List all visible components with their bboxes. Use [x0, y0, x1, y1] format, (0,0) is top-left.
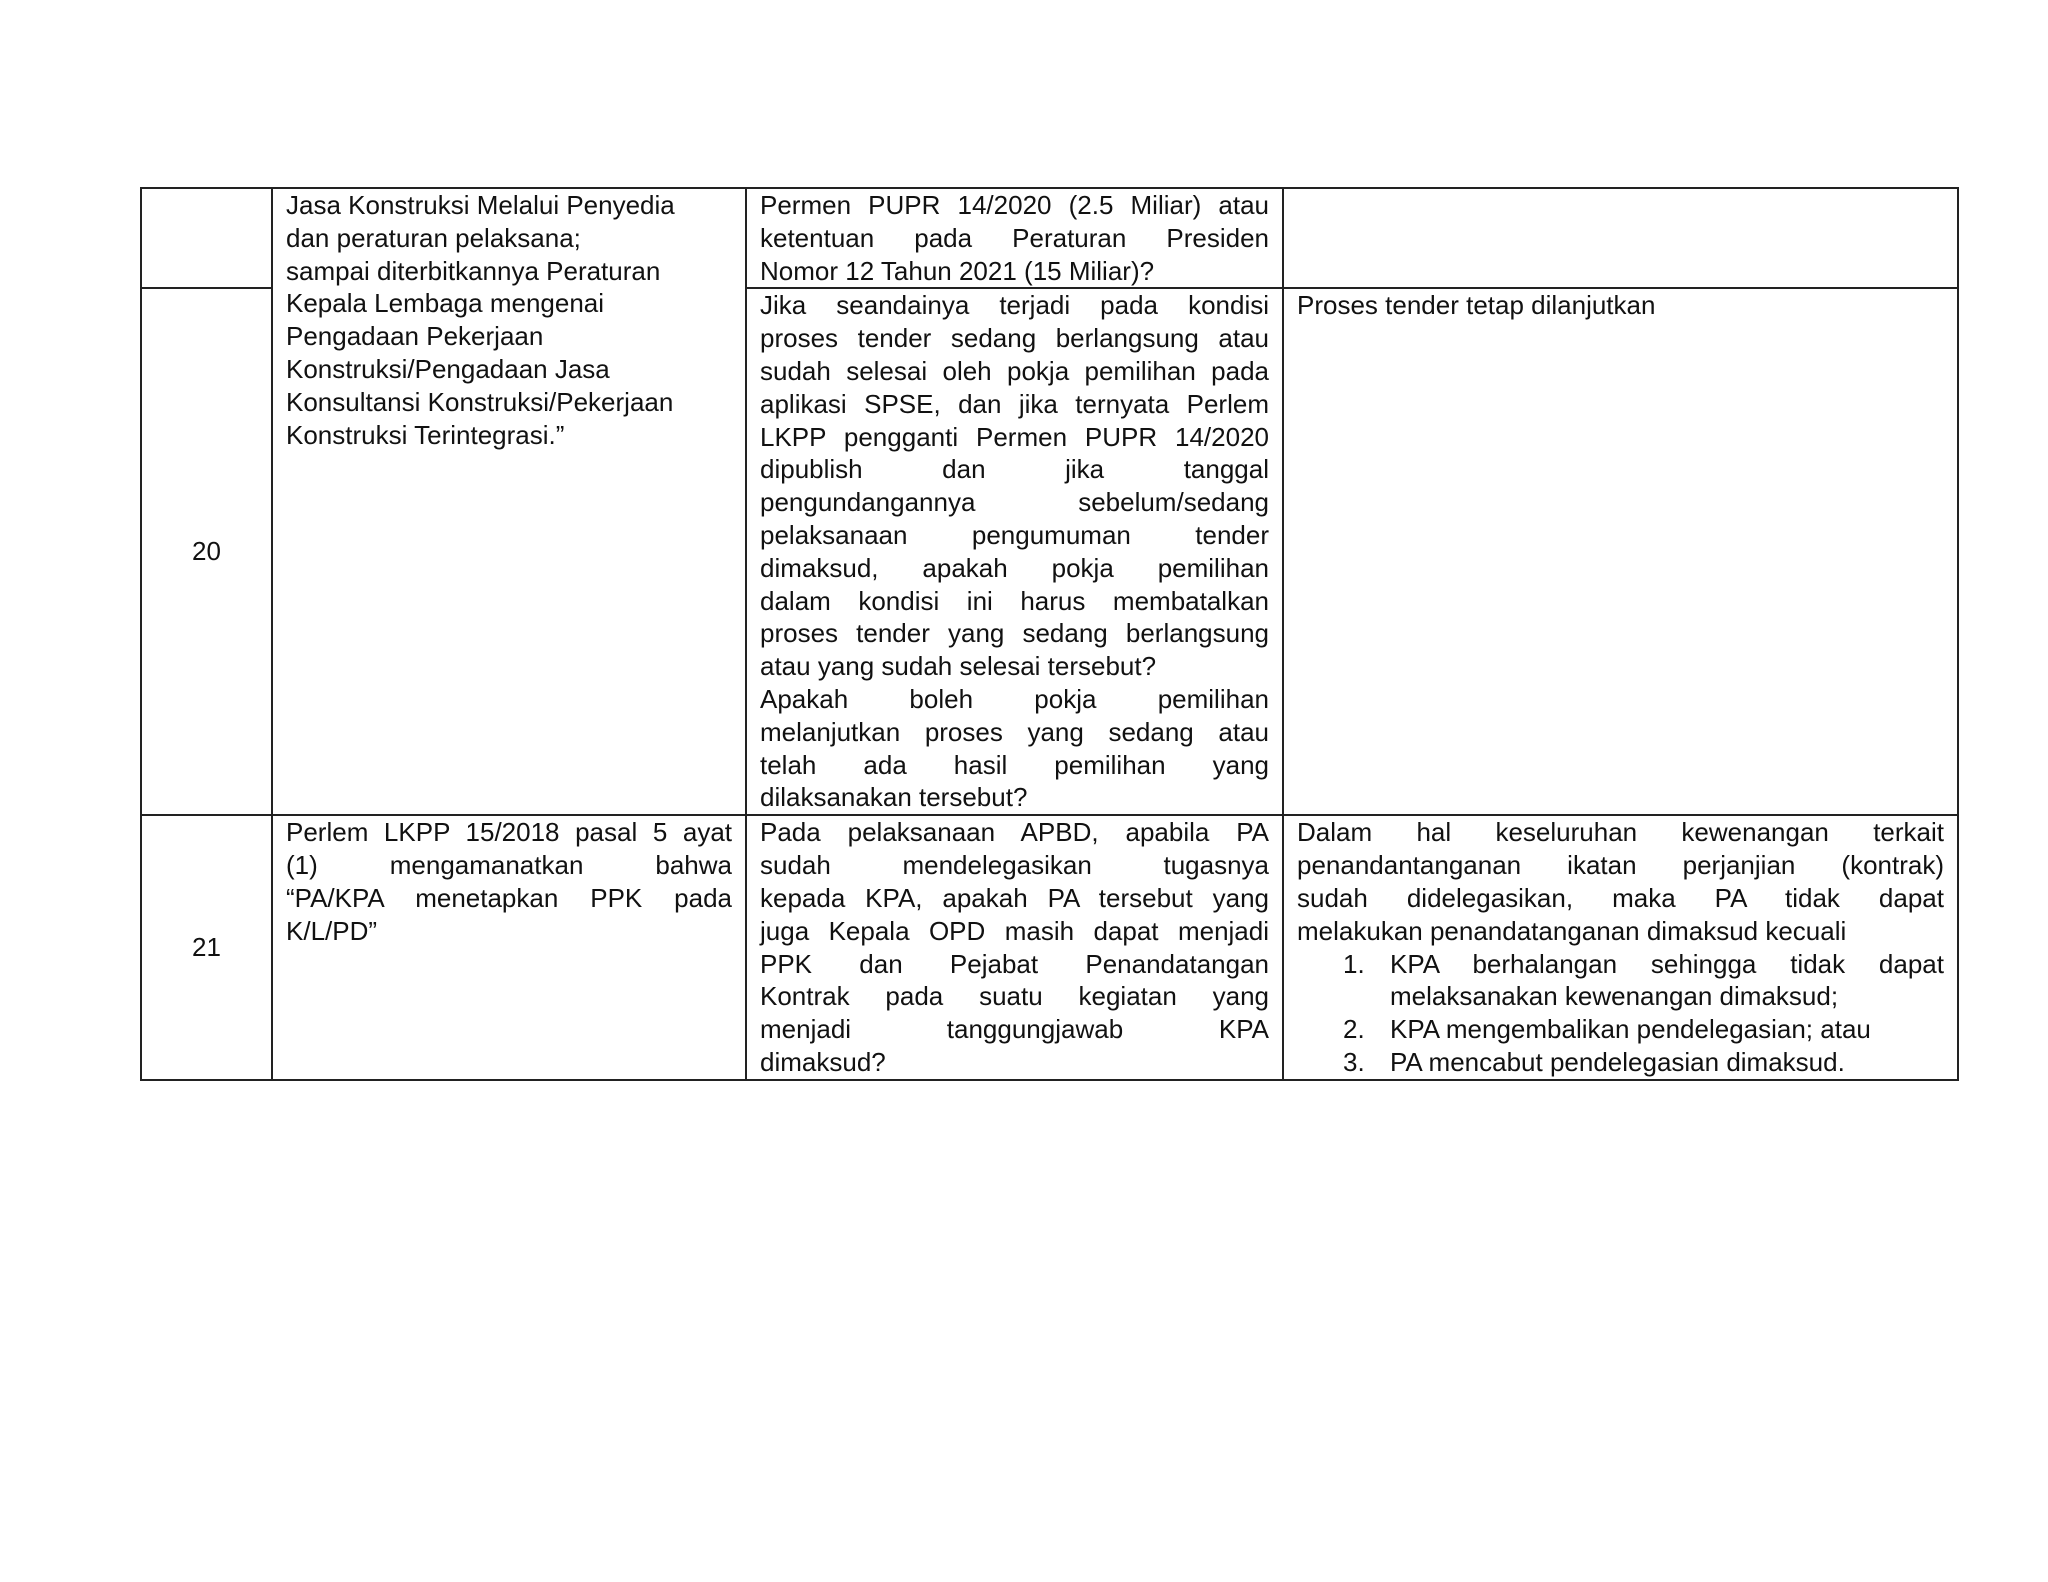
text-line: Permen PUPR 14/2020 (2.5 Miliar) atau [760, 190, 1269, 220]
text-line: Pada pelaksanaan APBD, apabila PA [760, 817, 1269, 848]
list-item [1343, 1046, 1944, 1079]
text-line: Jasa Konstruksi Melalui Penyedia [286, 190, 675, 220]
text-line: LKPP pengganti Permen PUPR 14/2020 [760, 421, 1269, 452]
text-line: pengundangannya sebelum/sedang [760, 487, 1269, 518]
text-line: dipublish dan jika tanggal [760, 454, 1269, 485]
table-row [141, 815, 1958, 1079]
text-line: Pengadaan Pekerjaan [286, 321, 544, 352]
list-item-text: KPA berhalangan sehingga tidak dapat melaksanakan kewenangan dimaksud; [1390, 948, 1944, 1012]
text-line: sudah selesai oleh pokja pemilihan pada [760, 355, 1269, 386]
text-line: Dalam hal keseluruhan kewenangan terkait [1297, 817, 1944, 848]
text-line: dan peraturan pelaksana; [286, 222, 581, 253]
text-line: proses tender sedang berlangsung atau [760, 323, 1269, 354]
question-cell [746, 288, 1283, 815]
text-line: kepada KPA, apakah PA tersebut yang [760, 882, 1269, 913]
reference-cell [272, 188, 746, 815]
text-line: melanjutkan proses yang sedang atau [760, 716, 1269, 747]
text-line: (1) mengamanatkan bahwa [286, 850, 732, 881]
text-line: penandantanganan ikatan perjanjian (kontrak) [1297, 850, 1944, 881]
text-line: Konstruksi/Pengadaan Jasa [286, 353, 610, 384]
text-line: juga Kepala OPD masih dapat menjadi [760, 915, 1269, 946]
qa-table [140, 187, 1959, 1081]
text-line: pelaksanaan pengumuman tender [760, 519, 1269, 550]
text-line: telah ada hasil pemilihan yang [760, 749, 1269, 780]
list-marker: 3. [1343, 1046, 1365, 1077]
text-line: PPK dan Pejabat Penandatangan [760, 948, 1269, 979]
text-line: K/L/PD” [286, 915, 378, 946]
row-number-cell [141, 188, 272, 288]
question-text [760, 189, 1269, 287]
question-text [760, 816, 1269, 1078]
answer-text [1297, 816, 1944, 947]
text-line: atau yang sudah selesai tersebut? [760, 651, 1157, 682]
answer-cell [1283, 815, 1958, 1079]
list-marker: 2. [1343, 1014, 1365, 1045]
text-line: Konsultansi Konstruksi/Pekerjaan [286, 386, 674, 417]
reference-text [286, 816, 732, 947]
answer-cell [1283, 188, 1958, 288]
text-line: Jika seandainya terjadi pada kondisi [760, 290, 1269, 321]
reference-cell [272, 815, 746, 1079]
text-line: ketentuan pada Peraturan Presiden [760, 222, 1269, 253]
row-number: 21 [192, 932, 221, 963]
list-item-text: PA mencabut pendelegasian dimaksud. [1390, 1046, 1845, 1077]
text-line: melakukan penandatanganan dimaksud kecuali [1297, 915, 1847, 946]
row-number: 20 [192, 536, 221, 567]
list-item [1343, 1013, 1944, 1046]
text-line: dalam kondisi ini harus membatalkan [760, 585, 1269, 616]
text-line: dimaksud? [760, 1046, 886, 1077]
text-line: dimaksud, apakah pokja pemilihan [760, 552, 1269, 583]
reference-text [286, 189, 732, 451]
text-line: “PA/KPA menetapkan PPK pada [286, 882, 732, 913]
answer-text: Proses tender tetap dilanjutkan [1297, 290, 1656, 321]
text-line: menjadi tanggungjawab KPA [760, 1014, 1269, 1045]
text-line: Nomor 12 Tahun 2021 (15 Miliar)? [760, 255, 1155, 286]
text-line: sudah didelegasikan, maka PA tidak dapat [1297, 882, 1944, 913]
question-cell [746, 188, 1283, 288]
text-line: sudah mendelegasikan tugasnya [760, 850, 1269, 881]
text-line: Kepala Lembaga mengenai [286, 288, 605, 319]
question-cell [746, 815, 1283, 1079]
text-line: Kontrak pada suatu kegiatan yang [760, 981, 1269, 1012]
row-number-cell [141, 288, 272, 815]
text-line: Apakah boleh pokja pemilihan [760, 683, 1269, 714]
list-item [1343, 948, 1944, 1014]
text-line: sampai diterbitkannya Peraturan [286, 255, 661, 286]
answer-list [1297, 948, 1944, 1079]
list-item-text: KPA mengembalikan pendelegasian; atau [1390, 1014, 1871, 1045]
text-line: Perlem LKPP 15/2018 pasal 5 ayat [286, 817, 732, 848]
text-line: aplikasi SPSE, dan jika ternyata Perlem [760, 388, 1269, 419]
row-number-cell [141, 815, 272, 1079]
text-line: proses tender yang sedang berlangsung [760, 618, 1269, 649]
answer-cell [1283, 288, 1958, 815]
question-text [760, 289, 1269, 814]
text-line: Konstruksi Terintegrasi.” [286, 419, 565, 450]
table-row [141, 188, 1958, 288]
text-line: dilaksanakan tersebut? [760, 782, 1028, 813]
list-marker: 1. [1343, 948, 1365, 979]
